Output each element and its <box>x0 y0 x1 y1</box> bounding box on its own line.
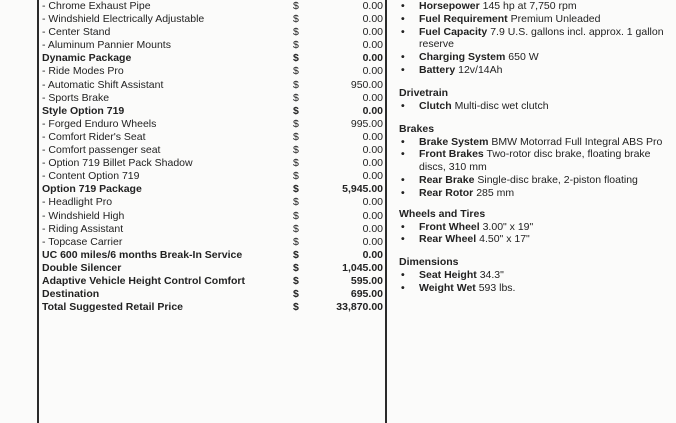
price-list <box>42 0 387 314</box>
bullet-icon: • <box>401 51 405 64</box>
price-row <box>42 288 387 301</box>
spec-item <box>399 13 667 26</box>
price-row <box>42 13 387 26</box>
price-item-label: Double Silencer <box>42 261 122 274</box>
specifications-panel <box>399 0 667 295</box>
spec-item <box>399 187 667 200</box>
price-amount: 995.00 <box>350 117 383 130</box>
spec-value: BMW Motorrad Full Integral ABS Pro <box>491 135 663 148</box>
spec-item <box>399 136 667 149</box>
bullet-icon: • <box>401 25 405 38</box>
spec-key: Fuel Capacity <box>419 25 488 38</box>
price-row <box>42 92 387 105</box>
price-amount: 950.00 <box>350 78 383 91</box>
currency-symbol: $ <box>293 117 299 130</box>
price-row <box>42 249 387 262</box>
price-item-label: - Sports Brake <box>42 91 110 104</box>
currency-symbol: $ <box>293 209 299 222</box>
currency-symbol: $ <box>293 301 299 314</box>
currency-symbol: $ <box>293 78 299 91</box>
spec-value: 145 hp at 7,750 rpm <box>482 0 577 12</box>
price-amount: 0.00 <box>362 91 383 104</box>
price-item-label: - Windshield High <box>42 209 125 222</box>
spec-value: 3.00" x 19" <box>482 220 534 233</box>
bullet-icon: • <box>401 281 405 294</box>
price-amount: 0.00 <box>362 104 383 117</box>
price-amount: 0.00 <box>362 52 383 65</box>
bullet-icon: • <box>401 220 405 233</box>
currency-symbol: $ <box>293 261 299 274</box>
spec-item <box>399 282 667 295</box>
price-row <box>42 39 387 52</box>
price-row <box>42 301 387 314</box>
spec-value: 593 lbs. <box>478 281 516 294</box>
price-amount: 0.00 <box>362 209 383 222</box>
price-item-label: - Automatic Shift Assistant <box>42 78 164 91</box>
price-row <box>42 52 387 65</box>
price-row <box>42 223 387 236</box>
price-item-label: - Comfort Rider's Seat <box>42 130 146 143</box>
currency-symbol: $ <box>293 196 299 209</box>
price-row <box>42 157 387 170</box>
spec-item <box>399 269 667 282</box>
wheels-spec-list <box>399 221 667 247</box>
price-row <box>42 0 387 13</box>
bullet-icon: • <box>401 0 405 12</box>
price-amount: 0.00 <box>362 26 383 39</box>
bullet-icon: • <box>401 173 405 186</box>
price-row <box>42 26 387 39</box>
price-item-label: - Riding Assistant <box>42 222 124 235</box>
spec-value: Single-disc brake, 2-piston floating <box>477 173 638 186</box>
drivetrain-heading: Drivetrain <box>399 86 449 99</box>
price-row <box>42 65 387 78</box>
bullet-icon: • <box>401 186 405 199</box>
spec-value: Multi-disc wet clutch <box>454 99 549 112</box>
currency-symbol: $ <box>293 274 299 287</box>
currency-symbol: $ <box>293 170 299 183</box>
spec-item <box>399 221 667 234</box>
spec-value: 285 mm <box>476 186 515 199</box>
price-item-label: Adaptive Vehicle Height Control Comfort <box>42 274 246 287</box>
bullet-icon: • <box>401 135 405 148</box>
currency-symbol: $ <box>293 52 299 65</box>
spec-value: 34.3" <box>479 269 504 282</box>
currency-symbol: $ <box>293 26 299 39</box>
price-item-label: Style Option 719 <box>42 104 125 117</box>
price-item-label: - Headlight Pro <box>42 196 113 209</box>
price-row <box>42 79 387 92</box>
price-row <box>42 262 387 275</box>
spec-item <box>399 148 667 174</box>
left-column-rule <box>37 0 39 423</box>
spec-value: Two-rotor disc brake, floating brake discs, 310 mm <box>419 148 651 174</box>
price-amount: 0.00 <box>362 144 383 157</box>
currency-symbol: $ <box>293 130 299 143</box>
price-row <box>42 144 387 157</box>
price-row <box>42 275 387 288</box>
spec-item <box>399 174 667 187</box>
price-row <box>42 210 387 223</box>
price-item-label: UC 600 miles/6 months Break-In Service <box>42 248 243 261</box>
price-row <box>42 183 387 196</box>
spec-key: Charging System <box>419 51 506 64</box>
price-amount: 0.00 <box>362 39 383 52</box>
price-row <box>42 131 387 144</box>
currency-symbol: $ <box>293 104 299 117</box>
dimensions-spec-list <box>399 269 667 295</box>
currency-symbol: $ <box>293 13 299 26</box>
price-item-label: - Center Stand <box>42 26 111 39</box>
price-amount: 0.00 <box>362 170 383 183</box>
spec-key: Weight Wet <box>419 281 476 294</box>
bullet-icon: • <box>401 12 405 25</box>
price-item-label: - Chrome Exhaust Pipe <box>42 0 151 12</box>
currency-symbol: $ <box>293 222 299 235</box>
spec-key: Front Wheel <box>419 220 480 233</box>
price-item-label: - Aluminum Pannier Mounts <box>42 39 171 52</box>
currency-symbol: $ <box>293 91 299 104</box>
bullet-icon: • <box>401 63 405 76</box>
price-amount: 0.00 <box>362 235 383 248</box>
price-amount: 5,945.00 <box>342 183 383 196</box>
currency-symbol: $ <box>293 248 299 261</box>
price-item-label: Option 719 Package <box>42 183 142 196</box>
spec-item <box>399 51 667 64</box>
spec-key: Brake System <box>419 135 489 148</box>
spec-item <box>399 233 667 246</box>
spec-key: Horsepower <box>419 0 480 12</box>
currency-symbol: $ <box>293 183 299 196</box>
price-amount: 0.00 <box>362 196 383 209</box>
price-item-label: - Topcase Carrier <box>42 235 123 248</box>
price-row <box>42 196 387 209</box>
spec-item <box>399 100 667 113</box>
spec-key: Rear Brake <box>419 173 475 186</box>
price-item-label: - Option 719 Billet Pack Shadow <box>42 157 193 170</box>
spec-value: 4.50" x 17" <box>479 233 530 246</box>
price-row <box>42 118 387 131</box>
spec-key: Front Brakes <box>419 148 484 161</box>
price-item-label: - Content Option 719 <box>42 170 140 183</box>
spec-item <box>399 0 667 13</box>
currency-symbol: $ <box>293 288 299 301</box>
price-item-label: Dynamic Package <box>42 52 132 65</box>
spec-item <box>399 26 667 52</box>
spec-key: Rear Wheel <box>419 233 477 246</box>
bullet-icon: • <box>401 148 405 161</box>
currency-symbol: $ <box>293 0 299 12</box>
price-amount: 0.00 <box>362 157 383 170</box>
spec-key: Seat Height <box>419 269 477 282</box>
price-amount: 595.00 <box>350 274 383 287</box>
price-row <box>42 236 387 249</box>
spec-item <box>399 64 667 77</box>
price-item-label: - Comfort passenger seat <box>42 144 161 157</box>
price-item-label: - Ride Modes Pro <box>42 65 124 78</box>
price-amount: 0.00 <box>362 13 383 26</box>
price-amount: 0.00 <box>362 65 383 78</box>
engine-spec-list <box>399 0 667 77</box>
wheels-heading: Wheels and Tires <box>399 207 486 220</box>
price-amount: 0.00 <box>362 0 383 12</box>
price-amount: 0.00 <box>362 222 383 235</box>
bullet-icon: • <box>401 269 405 282</box>
brakes-heading: Brakes <box>399 122 435 135</box>
spec-value: 12v/14Ah <box>458 63 503 76</box>
price-item-label: Destination <box>42 288 100 301</box>
spec-value: 7.9 U.S. gallons incl. approx. 1 gallon reserve <box>419 25 664 51</box>
drivetrain-spec-list <box>399 100 667 113</box>
currency-symbol: $ <box>293 39 299 52</box>
currency-symbol: $ <box>293 144 299 157</box>
spec-key: Clutch <box>419 99 452 112</box>
price-amount: 33,870.00 <box>336 301 383 314</box>
spec-value: Premium Unleaded <box>510 12 601 25</box>
spec-key: Fuel Requirement <box>419 12 508 25</box>
spec-key: Rear Rotor <box>419 186 474 199</box>
currency-symbol: $ <box>293 157 299 170</box>
price-amount: 0.00 <box>362 248 383 261</box>
price-row <box>42 105 387 118</box>
spec-key: Battery <box>419 63 456 76</box>
currency-symbol: $ <box>293 65 299 78</box>
price-row <box>42 170 387 183</box>
spec-value: 650 W <box>508 51 539 64</box>
price-item-label: - Forged Enduro Wheels <box>42 117 157 130</box>
price-amount: 695.00 <box>350 288 383 301</box>
brakes-spec-list <box>399 136 667 200</box>
bullet-icon: • <box>401 99 405 112</box>
price-item-label: Total Suggested Retail Price <box>42 301 184 314</box>
bullet-icon: • <box>401 233 405 246</box>
currency-symbol: $ <box>293 235 299 248</box>
price-amount: 1,045.00 <box>342 261 383 274</box>
price-amount: 0.00 <box>362 130 383 143</box>
price-item-label: - Windshield Electrically Adjustable <box>42 13 205 26</box>
dimensions-heading: Dimensions <box>399 256 459 269</box>
